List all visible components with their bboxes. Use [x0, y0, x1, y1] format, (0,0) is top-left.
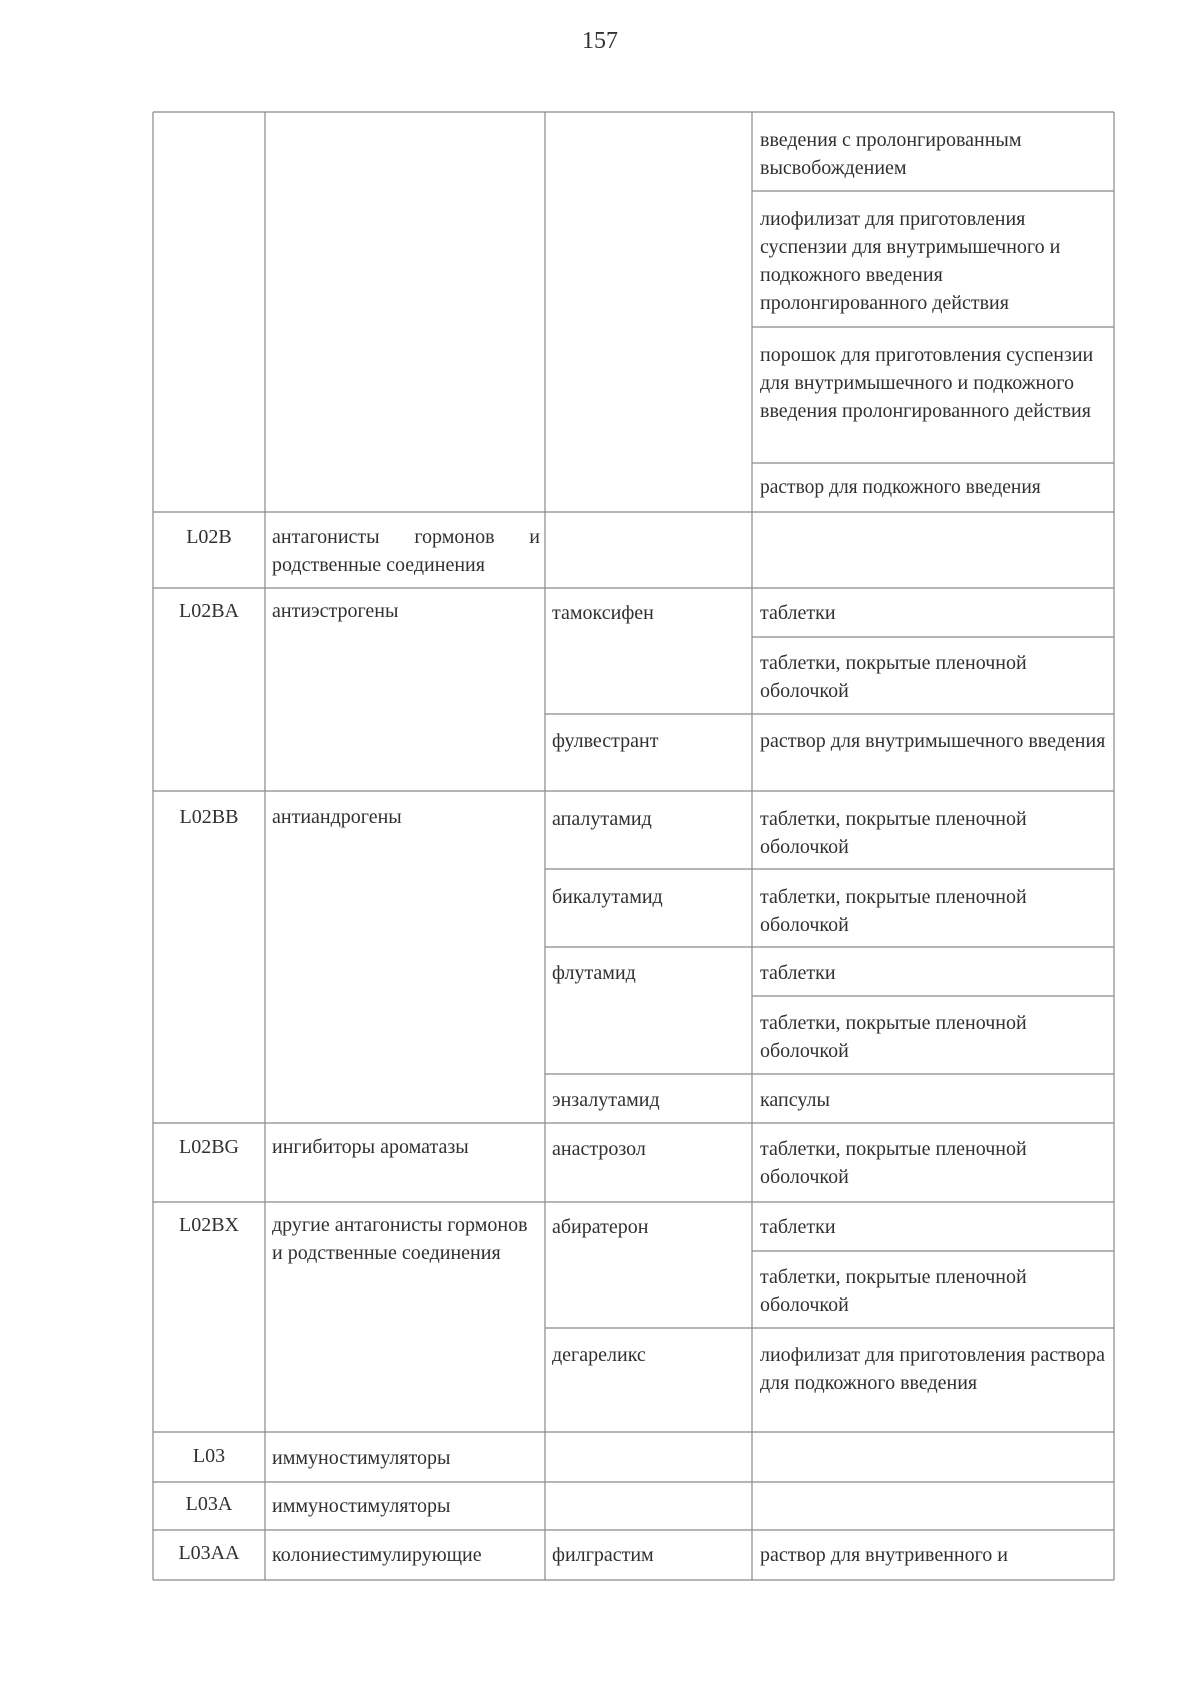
form-cell: таблетки, покрытые пленочной оболочкой [760, 886, 1027, 936]
atc-code: L03AA [178, 1542, 240, 1564]
group-name: иммуностимуляторы [272, 1495, 451, 1517]
drug-name: фулвестрант [552, 730, 659, 752]
form-cell: порошок для приготовления суспензии для внутримышечного и подкожного введения пролонгированного действия [760, 344, 1094, 422]
form-cell: таблетки, покрытые пленочной оболочкой [760, 1012, 1027, 1062]
group-name: антиандрогены [272, 806, 402, 828]
form-cell: капсулы [760, 1089, 830, 1111]
form-cell: таблетки, покрытые пленочной оболочкой [760, 808, 1027, 858]
atc-code: L02BA [179, 600, 239, 622]
group-name: антагонисты гормонов и [272, 526, 540, 548]
form-cell: таблетки, покрытые пленочной оболочкой [760, 1266, 1027, 1316]
drug-name: дегареликс [552, 1344, 646, 1366]
form-cell: раствор для подкожного введения [760, 477, 1041, 498]
group-name: ингибиторы ароматазы [272, 1136, 469, 1158]
form-cell: раствор для внутривенного и [760, 1544, 1009, 1566]
drug-name: бикалутамид [552, 886, 663, 908]
form-cell: таблетки, покрытые пленочной оболочкой [760, 652, 1027, 702]
form-cell: введения с пролонгированным высвобождением [760, 129, 1022, 179]
atc-code: L03A [185, 1493, 233, 1515]
group-name: иммуностимуляторы [272, 1447, 451, 1469]
group-name: антиэстрогены [272, 600, 399, 622]
drug-name: филграстим [552, 1544, 654, 1566]
drug-name: апалутамид [552, 808, 652, 830]
atc-code: L02BB [179, 806, 239, 828]
drug-name: тамоксифен [552, 602, 654, 624]
form-cell: таблетки [760, 602, 836, 624]
form-cell: лиофилизат для приготовления раствора для подкожного введения [760, 1344, 1106, 1394]
atc-code: L02BX [179, 1214, 239, 1236]
form-cell: раствор для внутримышечного введения [760, 730, 1106, 752]
form-cell: лиофилизат для приготовления суспензии для внутримышечного и подкожного введения пролонгированного действия [760, 208, 1061, 314]
group-name-continued: родственные соединения [272, 554, 485, 576]
form-cell: таблетки [760, 1216, 836, 1238]
form-cell: таблетки, покрытые пленочной оболочкой [760, 1138, 1027, 1188]
drug-name: энзалутамид [552, 1089, 660, 1111]
form-cell: таблетки [760, 962, 836, 984]
atc-code: L02B [186, 526, 232, 548]
drug-name: анастрозол [552, 1138, 646, 1160]
group-name: колониестимулирующие [272, 1544, 482, 1566]
group-name: другие антагонисты гормонов и родственные соединения [272, 1214, 528, 1264]
atc-code: L02BG [179, 1136, 239, 1158]
drug-name: абиратерон [552, 1216, 649, 1238]
drug-name: флутамид [552, 962, 636, 984]
atc-code: L03 [192, 1445, 226, 1467]
page-number: 157 [582, 28, 618, 54]
